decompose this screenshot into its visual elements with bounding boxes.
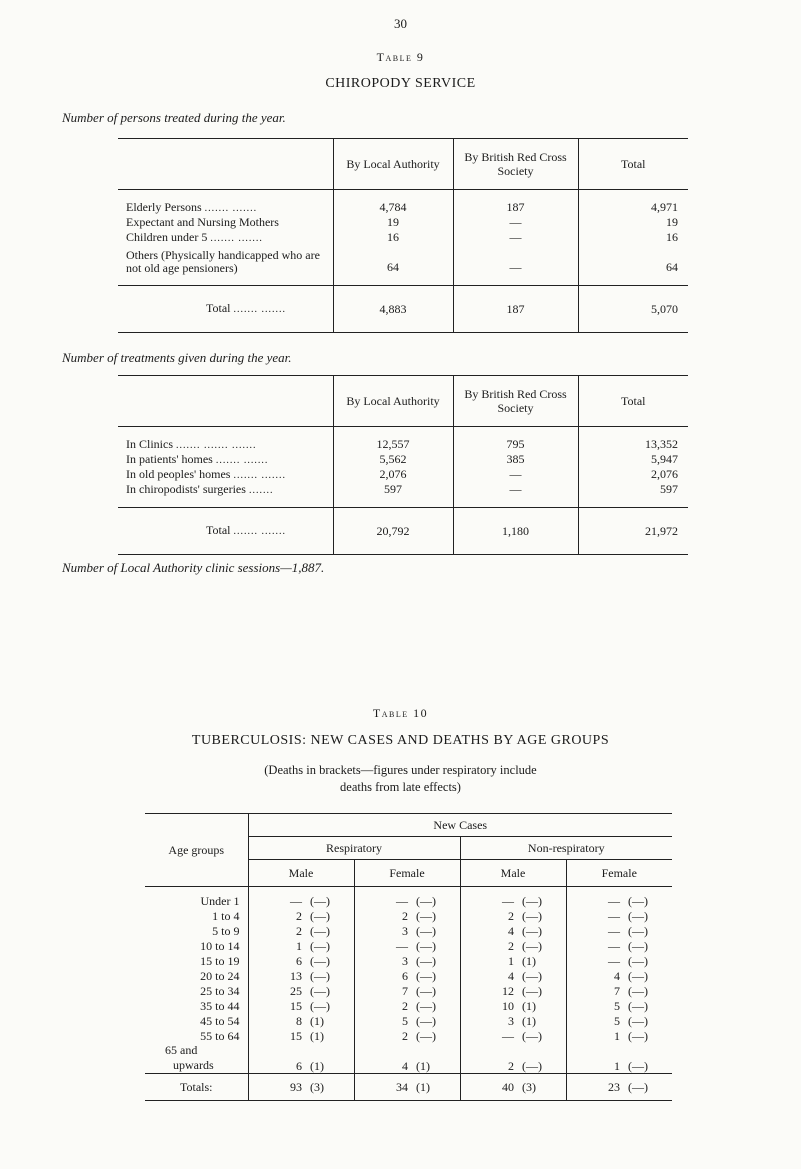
table-row xyxy=(118,452,688,467)
nonresp-female-cases: 1 xyxy=(566,1043,626,1074)
resp-female-cases: 2 xyxy=(354,998,414,1013)
row-label: Expectant and Nursing Mothers xyxy=(126,215,279,229)
nonresp-male-cases: 10 xyxy=(460,998,520,1013)
row-label: In old peoples' homes xyxy=(126,466,231,481)
resp-male-cases: 15 xyxy=(248,998,308,1013)
nonresp-male-deaths: (1) xyxy=(522,998,536,1013)
header-red-cross: By British Red Cross Society xyxy=(453,139,578,190)
table-10-note xyxy=(0,762,801,796)
table-row xyxy=(118,245,688,286)
header-total: Total xyxy=(578,139,688,190)
resp-male-deaths: (—) xyxy=(310,968,330,983)
resp-male-cases: — xyxy=(248,887,308,909)
resp-female-cases: 2 xyxy=(354,908,414,923)
resp-female-deaths: (—) xyxy=(416,998,436,1013)
nonresp-male-cases: 2 xyxy=(460,938,520,953)
resp-male-deaths: (—) xyxy=(310,893,330,908)
header-age-groups: Age groups xyxy=(145,814,248,887)
resp-male-cases: 25 xyxy=(248,983,308,998)
age-group: 20 to 24 xyxy=(200,968,240,983)
table-row xyxy=(145,998,672,1013)
nonresp-male-cases: 4 xyxy=(460,968,520,983)
note-line-1: (Deaths in brackets—figures under respiratory include xyxy=(264,763,537,777)
nonresp-male-cases: 2 xyxy=(460,1043,520,1074)
local-value: 5,562 xyxy=(333,452,453,467)
leader-dots: ....... ....... ....... xyxy=(176,439,257,451)
row-label: Children under 5 xyxy=(126,229,208,244)
header-respiratory: Respiratory xyxy=(248,837,460,860)
leader-dots: ....... ....... xyxy=(233,304,286,315)
total-value: 19 xyxy=(578,215,688,230)
resp-female-cases: 6 xyxy=(354,968,414,983)
nonresp-female-cases: — xyxy=(566,908,626,923)
total-row xyxy=(118,508,688,555)
nonresp-female-cases: — xyxy=(566,887,626,909)
total-value: 16 xyxy=(578,230,688,245)
total-value: 597 xyxy=(578,482,688,508)
table-row xyxy=(118,230,688,245)
resp-male-cases: 13 xyxy=(248,968,308,983)
nonresp-male-deaths: (—) xyxy=(522,923,542,938)
treatments-table xyxy=(118,375,688,555)
row-label: In chiropodists' surgeries xyxy=(126,481,246,496)
resp-female-cases: 7 xyxy=(354,983,414,998)
local-value: 597 xyxy=(333,482,453,508)
redcross-value: — xyxy=(453,230,578,245)
table-row xyxy=(145,1013,672,1028)
table-row xyxy=(145,938,672,953)
resp-female-cases: 3 xyxy=(354,953,414,968)
header-new-cases: New Cases xyxy=(248,814,672,837)
resp-male-cases: 1 xyxy=(248,938,308,953)
header-blank xyxy=(118,376,333,427)
resp-male-deaths: (—) xyxy=(310,908,330,923)
header-local-authority: By Local Authority xyxy=(333,139,453,190)
nonresp-male-deaths: (—) xyxy=(522,893,542,908)
resp-female-total: 34 xyxy=(354,1074,414,1101)
nonresp-male-cases: 1 xyxy=(460,953,520,968)
table-row xyxy=(145,983,672,998)
resp-female-deaths-total: (1) xyxy=(414,1074,460,1101)
nonresp-male-deaths: (—) xyxy=(522,1059,542,1073)
resp-female-deaths: (—) xyxy=(416,968,436,983)
resp-male-cases: 2 xyxy=(248,923,308,938)
local-total: 4,883 xyxy=(333,286,453,333)
resp-male-deaths: (—) xyxy=(310,953,330,968)
nonresp-male-deaths-total: (3) xyxy=(520,1074,566,1101)
nonresp-male-deaths: (—) xyxy=(522,983,542,998)
treatments-caption: Number of treatments given during the year. xyxy=(62,350,292,365)
page-number: 30 xyxy=(394,16,407,31)
resp-female-deaths: (—) xyxy=(416,908,436,923)
age-group: 45 to 54 xyxy=(200,1013,240,1028)
age-group: 15 to 19 xyxy=(200,953,240,968)
redcross-value: 187 xyxy=(453,190,578,216)
nonresp-female-deaths: (—) xyxy=(628,938,648,953)
resp-male-deaths: (1) xyxy=(310,1028,324,1043)
nonresp-female-cases: — xyxy=(566,953,626,968)
local-total: 20,792 xyxy=(333,508,453,555)
nonresp-male-deaths: (1) xyxy=(522,1013,536,1028)
nonresp-male-cases: 4 xyxy=(460,923,520,938)
nonresp-female-cases: 5 xyxy=(566,998,626,1013)
local-value: 64 xyxy=(333,245,453,286)
nonresp-male-cases: 3 xyxy=(460,1013,520,1028)
row-label: In Clinics xyxy=(126,436,173,451)
tuberculosis-table xyxy=(145,813,672,1101)
redcross-value: 795 xyxy=(453,427,578,453)
resp-female-cases: 4 xyxy=(354,1043,414,1074)
age-group: 35 to 44 xyxy=(200,998,240,1013)
totals-label: Totals: xyxy=(145,1074,248,1101)
resp-male-cases: 8 xyxy=(248,1013,308,1028)
header-red-cross: By British Red Cross Society xyxy=(453,376,578,427)
table-9-label: Table 9 xyxy=(376,50,425,64)
table-row xyxy=(145,1028,672,1043)
resp-male-deaths: (1) xyxy=(310,1059,324,1073)
row-label: Elderly Persons xyxy=(126,199,202,214)
age-label: upwards xyxy=(173,1058,214,1072)
resp-female-deaths: (—) xyxy=(416,1028,436,1043)
resp-male-deaths: (—) xyxy=(310,938,330,953)
local-value: 19 xyxy=(333,215,453,230)
age-group: 25 to 34 xyxy=(200,983,240,998)
nonresp-male-cases: 12 xyxy=(460,983,520,998)
row-label: In patients' homes xyxy=(126,451,213,466)
resp-male-cases: 15 xyxy=(248,1028,308,1043)
clinic-sessions-note: Number of Local Authority clinic sessions—1,887. xyxy=(62,560,325,575)
persons-treated-caption: Number of persons treated during the year. xyxy=(62,110,286,125)
redcross-value: — xyxy=(453,245,578,286)
grand-total: 5,070 xyxy=(578,286,688,333)
nonresp-female-deaths: (—) xyxy=(628,908,648,923)
leader-dots: ....... xyxy=(248,484,274,496)
header-total: Total xyxy=(578,376,688,427)
nonresp-female-deaths: (—) xyxy=(628,893,648,908)
totals-row xyxy=(145,1074,672,1101)
nonresp-male-deaths: (—) xyxy=(522,1028,542,1043)
resp-female-deaths: (—) xyxy=(416,923,436,938)
header-resp-male: Male xyxy=(248,860,354,887)
nonresp-male-deaths: (—) xyxy=(522,908,542,923)
resp-male-deaths: (—) xyxy=(310,923,330,938)
header-nonresp-female: Female xyxy=(566,860,672,887)
nonresp-female-deaths: (—) xyxy=(628,983,648,998)
total-value: 5,947 xyxy=(578,452,688,467)
row-label: Others (Physically handicapped who are not old age pensioners) xyxy=(126,248,320,275)
nonresp-female-deaths-total: (—) xyxy=(626,1074,672,1101)
age-group: 10 to 14 xyxy=(200,938,240,953)
nonresp-male-cases: 2 xyxy=(460,908,520,923)
resp-female-cases: 2 xyxy=(354,1028,414,1043)
leader-dots: ....... ....... xyxy=(210,232,263,244)
resp-female-deaths: (—) xyxy=(416,1013,436,1028)
leader-dots: ....... ....... xyxy=(215,454,269,466)
header-blank xyxy=(118,139,333,190)
local-value: 4,784 xyxy=(333,190,453,216)
nonresp-female-deaths: (—) xyxy=(628,1028,648,1043)
nonresp-female-cases: 1 xyxy=(566,1028,626,1043)
resp-male-deaths: (—) xyxy=(310,983,330,998)
resp-female-cases: — xyxy=(354,887,414,909)
table-row xyxy=(145,968,672,983)
leader-dots: ....... ....... xyxy=(233,469,286,481)
table-row xyxy=(145,923,672,938)
resp-male-cases: 6 xyxy=(248,953,308,968)
header-local-authority: By Local Authority xyxy=(333,376,453,427)
nonresp-female-cases: 4 xyxy=(566,968,626,983)
nonresp-male-deaths: (—) xyxy=(522,938,542,953)
redcross-total: 187 xyxy=(453,286,578,333)
nonresp-female-cases: 5 xyxy=(566,1013,626,1028)
leader-dots: ....... ....... xyxy=(204,202,258,214)
nonresp-male-cases: — xyxy=(460,1028,520,1043)
table-9-title: CHIROPODY SERVICE xyxy=(325,76,476,91)
nonresp-female-deaths: (—) xyxy=(628,1059,648,1073)
age-group: 55 to 64 xyxy=(200,1028,240,1043)
header-nonresp-male: Male xyxy=(460,860,566,887)
age-group: 5 to 9 xyxy=(212,923,240,938)
table-row xyxy=(145,908,672,923)
nonresp-male-cases: — xyxy=(460,887,520,909)
nonresp-female-cases: — xyxy=(566,923,626,938)
resp-male-cases: 6 xyxy=(248,1043,308,1074)
table-row xyxy=(118,482,688,508)
redcross-total: 1,180 xyxy=(453,508,578,555)
total-value: 64 xyxy=(578,245,688,286)
nonresp-female-deaths: (—) xyxy=(628,953,648,968)
resp-female-deaths: (—) xyxy=(416,938,436,953)
age-group: Under 1 xyxy=(200,893,240,908)
resp-female-deaths: (—) xyxy=(416,953,436,968)
resp-female-cases: — xyxy=(354,938,414,953)
total-value: 2,076 xyxy=(578,467,688,482)
nonresp-female-deaths: (—) xyxy=(628,923,648,938)
resp-female-deaths: (—) xyxy=(416,983,436,998)
table-row-65-upwards xyxy=(145,1043,672,1074)
redcross-value: 385 xyxy=(453,452,578,467)
total-value: 13,352 xyxy=(578,427,688,453)
total-row xyxy=(118,286,688,333)
table-row xyxy=(118,427,688,453)
grand-total: 21,972 xyxy=(578,508,688,555)
nonresp-female-deaths: (—) xyxy=(628,998,648,1013)
table-row xyxy=(118,215,688,230)
resp-male-deaths-total: (3) xyxy=(308,1074,354,1101)
age-label: 65 and xyxy=(165,1043,198,1057)
nonresp-female-cases: 7 xyxy=(566,983,626,998)
resp-female-deaths: (—) xyxy=(416,893,436,908)
table-row xyxy=(145,953,672,968)
table-10-title: TUBERCULOSIS: NEW CASES AND DEATHS BY AGE GROUPS xyxy=(191,733,610,748)
nonresp-male-total: 40 xyxy=(460,1074,520,1101)
local-value: 16 xyxy=(333,230,453,245)
total-label: Total xyxy=(206,523,231,537)
persons-treated-table xyxy=(118,138,688,333)
redcross-value: — xyxy=(453,467,578,482)
resp-male-cases: 2 xyxy=(248,908,308,923)
total-value: 4,971 xyxy=(578,190,688,216)
nonresp-female-total: 23 xyxy=(566,1074,626,1101)
resp-female-cases: 3 xyxy=(354,923,414,938)
resp-male-total: 93 xyxy=(248,1074,308,1101)
table-10-label: Table 10 xyxy=(372,706,429,720)
local-value: 12,557 xyxy=(333,427,453,453)
leader-dots: ....... ....... xyxy=(233,526,286,537)
resp-male-deaths: (—) xyxy=(310,998,330,1013)
resp-male-deaths: (1) xyxy=(310,1013,324,1028)
redcross-value: — xyxy=(453,215,578,230)
redcross-value: — xyxy=(453,482,578,508)
table-row xyxy=(118,190,688,216)
header-resp-female: Female xyxy=(354,860,460,887)
nonresp-female-deaths: (—) xyxy=(628,1013,648,1028)
age-group: 1 to 4 xyxy=(212,908,240,923)
table-row xyxy=(118,467,688,482)
local-value: 2,076 xyxy=(333,467,453,482)
resp-female-deaths: (1) xyxy=(416,1059,430,1073)
nonresp-male-deaths: (1) xyxy=(522,953,536,968)
total-label: Total xyxy=(206,301,231,315)
resp-female-cases: 5 xyxy=(354,1013,414,1028)
header-non-respiratory: Non-respiratory xyxy=(460,837,672,860)
nonresp-female-cases: — xyxy=(566,938,626,953)
nonresp-female-deaths: (—) xyxy=(628,968,648,983)
table-row xyxy=(145,887,672,909)
nonresp-male-deaths: (—) xyxy=(522,968,542,983)
note-line-2: deaths from late effects) xyxy=(340,780,461,794)
